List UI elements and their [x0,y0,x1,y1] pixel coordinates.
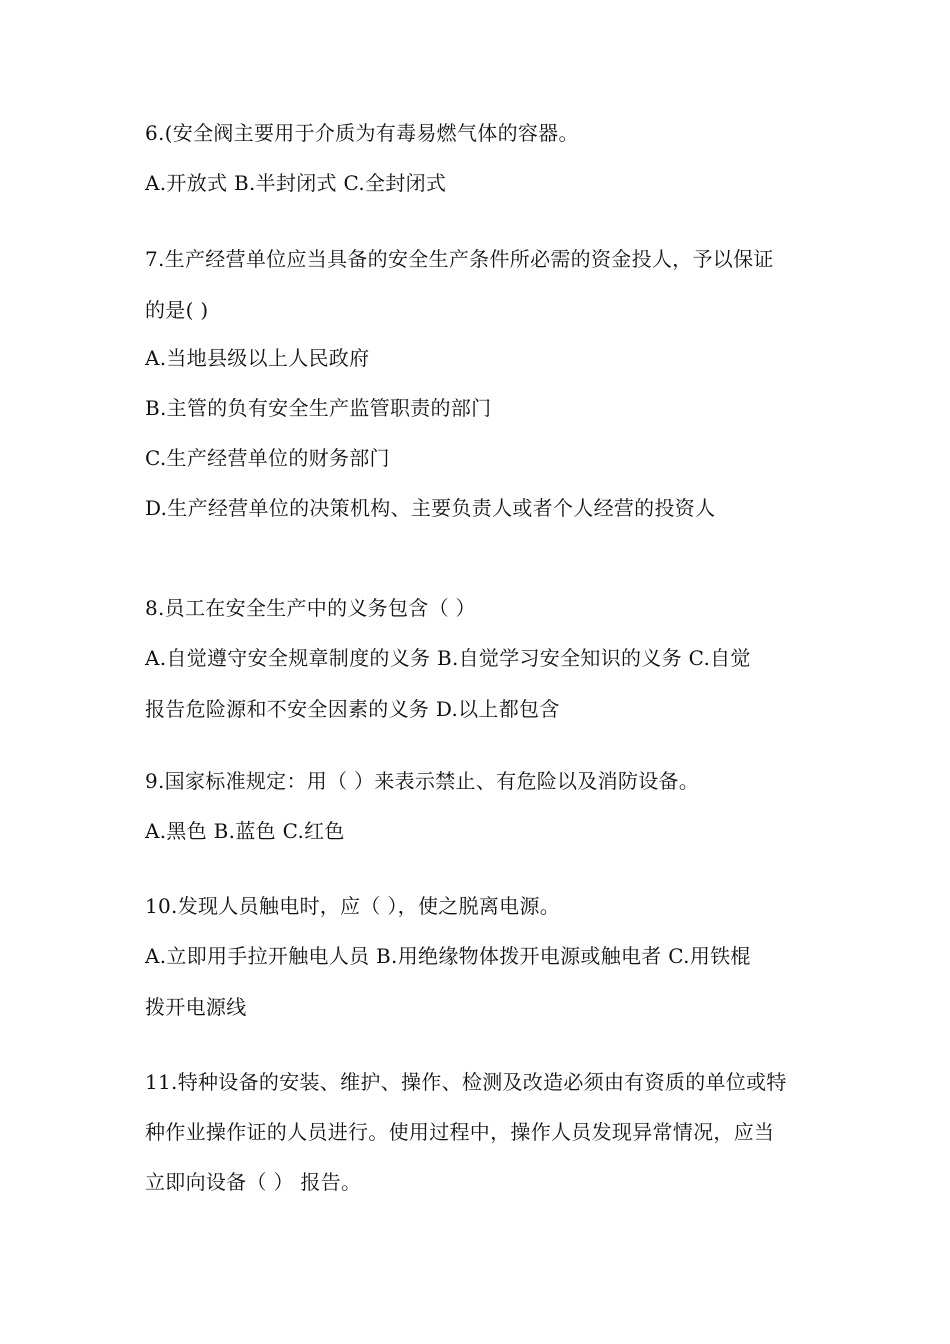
question-11-text-line-1: 11.特种设备的安装、维护、操作、检测及改造必须由有资质的单位或特 [145,1070,787,1094]
question-7-option-b: B.主管的负有安全生产监管职责的部门 [145,396,492,420]
question-7-text-line-1: 7.生产经营单位应当具备的安全生产条件所必需的资金投人，予以保证 [145,247,774,271]
question-11-text-line-2: 种作业操作证的人员进行。使用过程中，操作人员发现异常情况，应当 [145,1120,775,1144]
question-9-text: 9.国家标准规定：用（ ）来表示禁止、有危险以及消防设备。 [145,769,700,793]
question-8-text: 8.员工在安全生产中的义务包含（ ） [145,596,476,620]
question-9-options: A.黑色 B.蓝色 C.红色 [145,819,345,843]
question-7-option-a: A.当地县级以上人民政府 [145,346,370,370]
question-8-options-line-1: A.自觉遵守安全规章制度的义务 B.自觉学习安全知识的义务 C.自觉 [145,646,751,670]
question-10-text: 10.发现人员触电时，应（ ），使之脱离电源。 [145,894,561,918]
question-10-options-line-1: A.立即用手拉开触电人员 B.用绝缘物体拨开电源或触电者 C.用铁棍 [145,944,751,968]
question-6-options: A.开放式 B.半封闭式 C.全封闭式 [145,171,447,195]
question-7-option-c: C.生产经营单位的财务部门 [145,446,390,470]
question-7-option-d: D.生产经营单位的决策机构、主要负责人或者个人经营的投资人 [145,496,716,520]
question-6-text: 6.(安全阀主要用于介质为有毒易燃气体的容器。 [145,121,579,145]
question-7-text-line-2: 的是( ) [145,298,209,322]
question-8-options-line-2: 报告危险源和不安全因素的义务 D.以上都包含 [145,697,560,721]
question-10-options-line-2: 拨开电源线 [145,995,247,1019]
question-11-text-line-3: 立即向设备（ ） 报告。 [145,1170,362,1194]
